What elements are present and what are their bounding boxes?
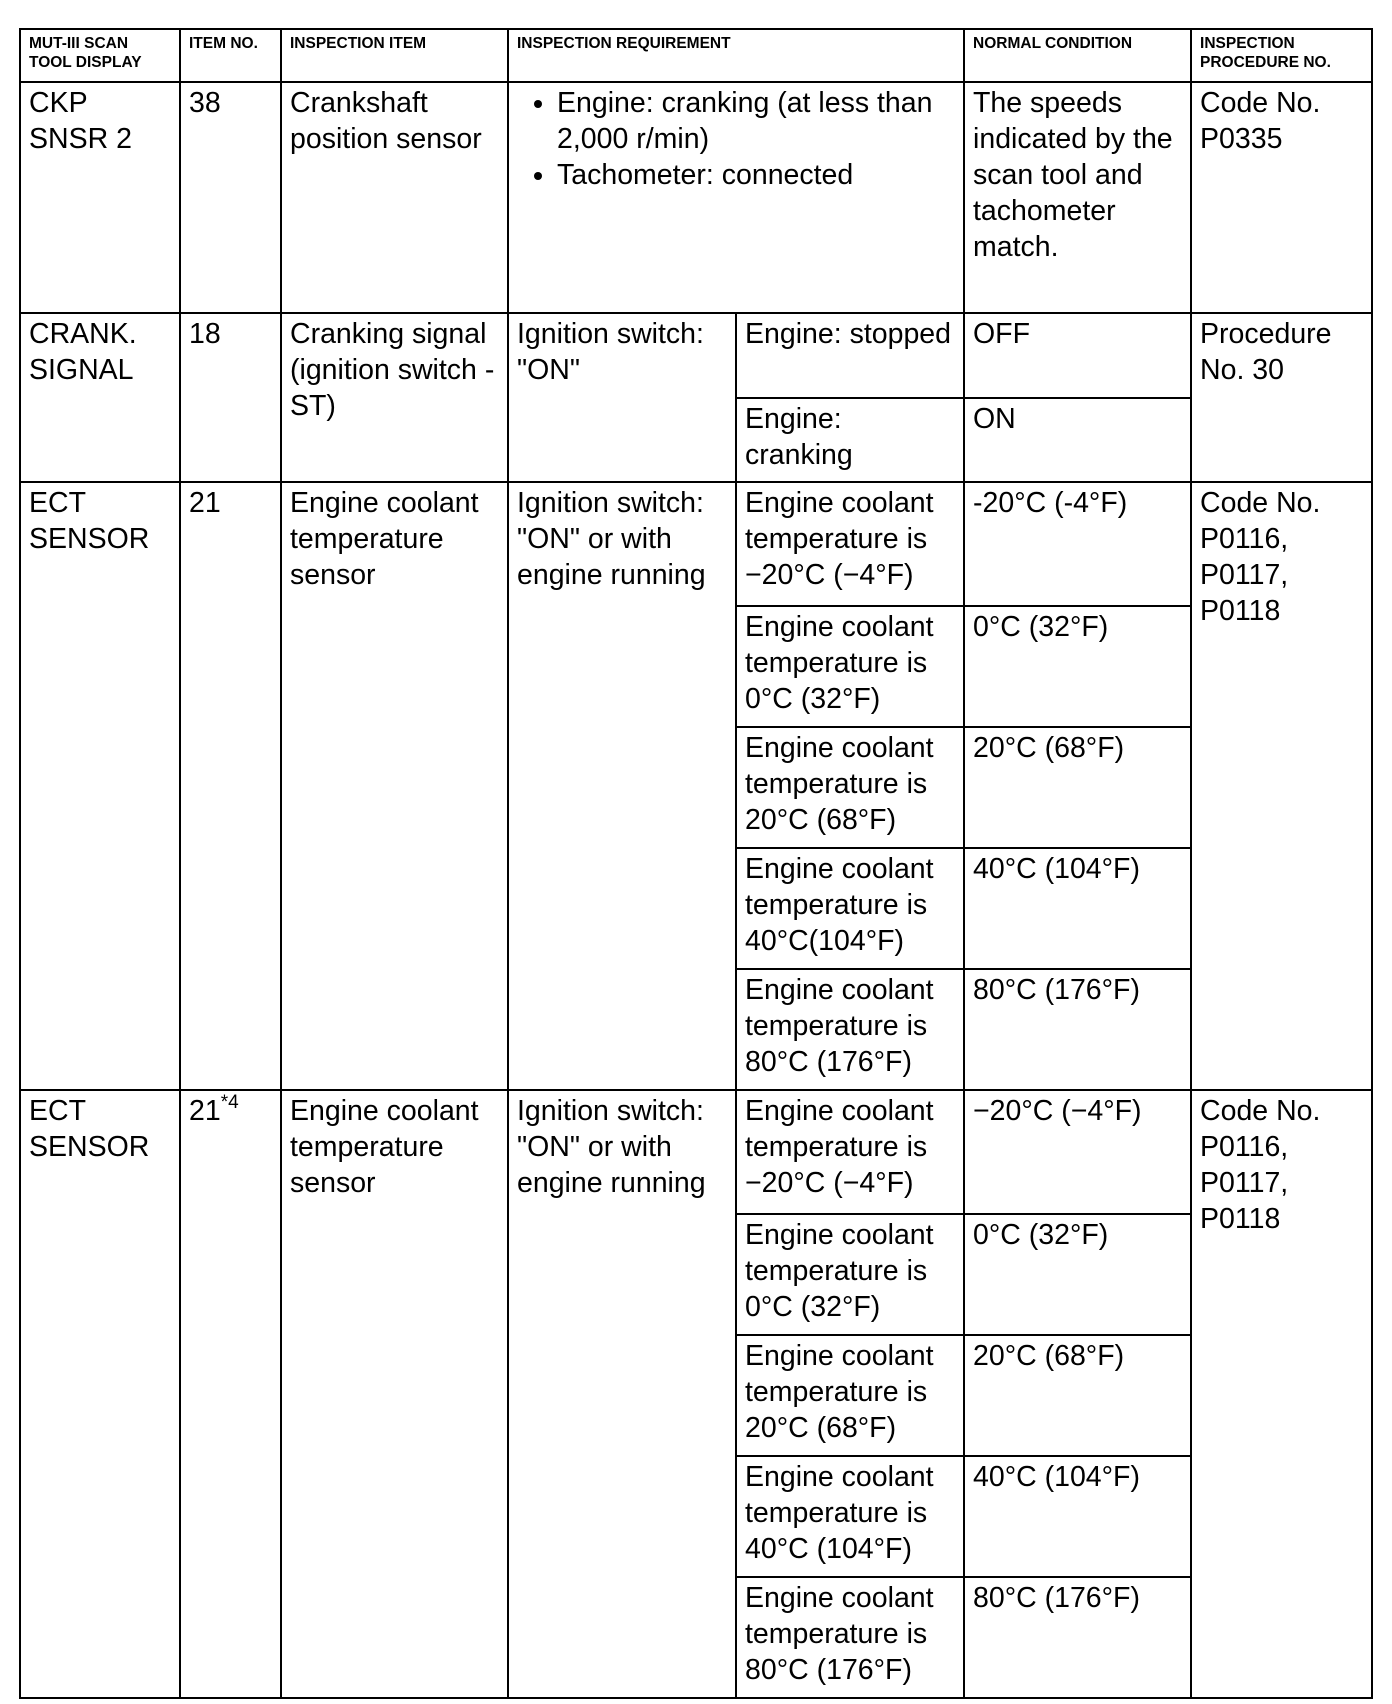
- requirement-cell: [508, 82, 964, 313]
- header-requirement: INSPECTION REQUIREMENT: [508, 29, 964, 82]
- display-cell: CRANK. SIGNAL: [20, 313, 180, 482]
- item-cell: Engine coolant temperature sensor: [281, 482, 508, 1090]
- condition-cell: Engine: stopped: [736, 313, 964, 398]
- normal-cell: 0°C (32°F): [964, 1214, 1191, 1335]
- normal-cell: -20°C (-4°F): [964, 482, 1191, 606]
- normal-cell: 20°C (68°F): [964, 1335, 1191, 1456]
- item-no-footnote: *4: [220, 1092, 239, 1113]
- normal-cell: 80°C (176°F): [964, 1577, 1191, 1698]
- condition-cell: Engine coolant temperature is 20°C (68°F): [736, 727, 964, 848]
- item-cell: Engine coolant temperature sensor: [281, 1090, 508, 1698]
- condition-cell: Engine coolant temperature is 80°C (176°F): [736, 1577, 964, 1698]
- list-item: • Engine: cranking (at less than 2,000 r/min): [557, 85, 956, 157]
- table-row: [20, 482, 1372, 606]
- table-row: [20, 1090, 1372, 1214]
- requirement-list: [517, 85, 956, 193]
- display-cell: ECT SENSOR: [20, 1090, 180, 1698]
- item-no-cell: 38: [180, 82, 281, 313]
- display-cell: CKP SNSR 2: [20, 82, 180, 313]
- requirement-cell: Ignition switch: "ON" or with engine running: [508, 1090, 736, 1698]
- table-row: [20, 82, 1372, 313]
- procedure-cell: Code No. P0116, P0117, P0118: [1191, 1090, 1372, 1698]
- condition-cell: Engine coolant temperature is 0°C (32°F): [736, 1214, 964, 1335]
- table-row: [20, 313, 1372, 398]
- list-item: • Tachometer: connected: [557, 157, 956, 193]
- item-cell: Crankshaft position sensor: [281, 82, 508, 313]
- requirement-cell: Ignition switch: "ON": [508, 313, 736, 482]
- normal-cell: 20°C (68°F): [964, 727, 1191, 848]
- normal-cell: OFF: [964, 313, 1191, 398]
- header-row: [20, 29, 1372, 82]
- condition-cell: Engine coolant temperature is 80°C (176°F): [736, 969, 964, 1090]
- procedure-cell: Procedure No. 30: [1191, 313, 1372, 482]
- header-item: INSPECTION ITEM: [281, 29, 508, 82]
- item-no-cell: 21: [180, 482, 281, 1090]
- normal-cell: 80°C (176°F): [964, 969, 1191, 1090]
- condition-cell: Engine coolant temperature is 0°C (32°F): [736, 606, 964, 727]
- procedure-cell: Code No. P0116, P0117, P0118: [1191, 482, 1372, 1090]
- normal-cell: The speeds indicated by the scan tool and tachometer match.: [964, 82, 1191, 313]
- item-no-cell: [180, 1090, 281, 1698]
- normal-cell: ON: [964, 398, 1191, 482]
- item-no-cell: 18: [180, 313, 281, 482]
- header-item-no: ITEM NO.: [180, 29, 281, 82]
- header-procedure: INSPECTION PROCEDURE NO.: [1191, 29, 1372, 82]
- header-normal: NORMAL CONDITION: [964, 29, 1191, 82]
- condition-cell: Engine: cranking: [736, 398, 964, 482]
- normal-cell: 40°C (104°F): [964, 1456, 1191, 1577]
- condition-cell: Engine coolant temperature is 20°C (68°F): [736, 1335, 964, 1456]
- condition-cell: Engine coolant temperature is −20°C (−4°F): [736, 1090, 964, 1214]
- procedure-cell: Code No. P0335: [1191, 82, 1372, 313]
- condition-cell: Engine coolant temperature is 40°C (104°F): [736, 1456, 964, 1577]
- normal-cell: 0°C (32°F): [964, 606, 1191, 727]
- item-no-value: 21: [189, 1095, 221, 1127]
- normal-cell: 40°C (104°F): [964, 848, 1191, 969]
- condition-cell: Engine coolant temperature is −20°C (−4°F): [736, 482, 964, 606]
- header-display: MUT-III SCAN TOOL DISPLAY: [20, 29, 180, 82]
- normal-cell: −20°C (−4°F): [964, 1090, 1191, 1214]
- display-cell: ECT SENSOR: [20, 482, 180, 1090]
- item-cell: Cranking signal (ignition switch -ST): [281, 313, 508, 482]
- inspection-table: [19, 28, 1373, 1699]
- requirement-cell: Ignition switch: "ON" or with engine running: [508, 482, 736, 1090]
- condition-cell: Engine coolant temperature is 40°C(104°F): [736, 848, 964, 969]
